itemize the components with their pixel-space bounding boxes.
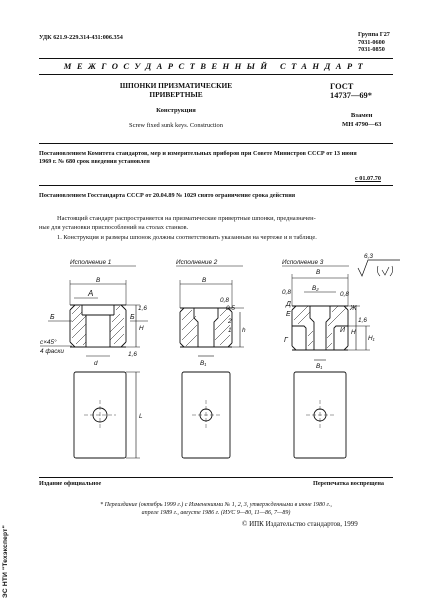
section-b-right: Б [130, 314, 135, 321]
banner-top-rule [39, 58, 393, 59]
dim-b2: B₂ [312, 285, 319, 292]
variant-1-plan [74, 372, 140, 458]
body-paragraph-2: 1. Конструкция и размеры шпонок должны соответствовать указанным на чертеже и в таблице. [57, 233, 317, 241]
body-paragraph-1-continued: ные для установки приспособлений на столах станков. [39, 224, 189, 232]
udk-code: УДК 621.9-229.314-431:006.354 [39, 34, 123, 41]
dim-b-1: B [96, 277, 101, 284]
dim-l: L [139, 413, 143, 420]
chamfer-count: 4 фаски [40, 348, 64, 355]
variant-2-label: Исполнение 2 [176, 259, 218, 266]
roughness-value: 6,3 [364, 253, 373, 260]
reissue-note-line-2: апреле 1989 г., августе 1986 г. (ИУС 9—80, 11—86, 7—89) [141, 510, 291, 516]
section-i-label: И [340, 327, 346, 334]
official-edition: Издание официальное [39, 480, 102, 487]
replaced-standard: МН 4790—63 [342, 120, 382, 128]
document-title [86, 82, 266, 99]
dim-h-1: H [139, 325, 144, 332]
dim-b-2: B [202, 277, 207, 284]
roughness-1-6-c: 1,6 [358, 317, 367, 324]
roughness-1-6-b: 1,6 [128, 351, 137, 358]
body-text [39, 214, 399, 242]
document-subtitle: Конструкция [156, 107, 196, 114]
code-2: 7031-0850 [358, 46, 385, 54]
banner-bottom-rule [39, 74, 393, 75]
group-label: Группа Г27 [358, 31, 390, 38]
section-zh-label: Ж [350, 305, 357, 312]
reissue-note-line-1: * Переиздание (октябрь 1999 г.) с Изменениями № 1, 2, 3, утвержденными в июне 1980 г., [100, 502, 332, 508]
side-stamp: ЭС НТИ "Техэксперт" [2, 525, 9, 598]
roughness-symbol [358, 260, 400, 276]
decree-line-1: Постановлением Комитета стандартов, мер и измерительных приборов при Совете Министров СССР от 13 июня [39, 150, 357, 157]
dim-0-5: 0,5 [226, 305, 235, 312]
section-d-label: Д [286, 301, 291, 308]
dim-b1-2: B₁ [200, 360, 207, 367]
radius-0-8-a: 0,8 [220, 297, 229, 304]
effective-date: с 01.07.70 [355, 175, 381, 182]
section-g-label: Г [284, 337, 288, 344]
radius-0-8-c: 0,8 [340, 291, 349, 298]
variant-2-plan [182, 372, 230, 458]
dim-h-small-2: h [242, 327, 246, 334]
decree-text [39, 150, 395, 167]
section-a-label: А [88, 289, 94, 298]
title-line-2: ПРИВЕРТНЫЕ [149, 89, 203, 99]
variant-1-label: Исполнение 1 [70, 259, 112, 266]
footer-rule [39, 477, 393, 478]
variant-3-label: Исполнение 3 [282, 259, 324, 266]
dim-h1: H₁ [368, 335, 375, 342]
chamfer-label: c×45° [40, 339, 57, 346]
gost-label: ГОСТ [330, 82, 354, 91]
banner-title: МЕЖГОСУДАРСТВЕННЫЙ СТАНДАРТ [63, 61, 369, 71]
variant-3-plan [294, 372, 346, 458]
reprint-prohibited: Перепечатка воспрещена [313, 480, 384, 487]
decree-mid-rule [39, 185, 393, 186]
dim-b1-3: B₁ [316, 363, 323, 370]
decree-top-rule [39, 143, 393, 144]
section-b-left: Б [50, 314, 55, 321]
section-e-label: Е [286, 311, 291, 318]
reissue-note [39, 501, 393, 517]
replaced-block [342, 112, 381, 129]
body-paragraph-1: Настоящий стандарт распространяется на призматические привертные шпонки, предназначен- [57, 215, 316, 222]
dim-1: 1 [228, 327, 232, 334]
gost-number: 14737—69* [330, 91, 372, 101]
decree-line-2: 1969 г. № 680 срок введения установлен [39, 158, 150, 166]
radius-0-8-b: 0,8 [282, 289, 291, 296]
variant-2-section [180, 280, 244, 356]
english-title: Screw fixed sunk keys. Construction [129, 122, 223, 129]
dim-d: d [94, 360, 98, 367]
copyright: © ИПК Издательство стандартов, 1999 [242, 520, 358, 528]
decree-line-3: Постановлением Госстандарта СССР от 20.04.89 № 1029 снято ограничение срока действия [39, 192, 296, 199]
key-drawing [0, 250, 424, 470]
title-line-1: ШПОНКИ ПРИЗМАТИЧЕСКИЕ [119, 81, 233, 90]
dim-b-3: B [316, 269, 321, 276]
gost-block [330, 82, 372, 101]
dim-2: 2 [228, 318, 232, 325]
replaced-label: Взамен [350, 112, 373, 119]
dim-h-3: H [351, 329, 356, 336]
group-codes [358, 31, 390, 54]
roughness-1-6-a: 1,6 [138, 305, 147, 312]
code-1: 7031-0600 [358, 38, 385, 46]
